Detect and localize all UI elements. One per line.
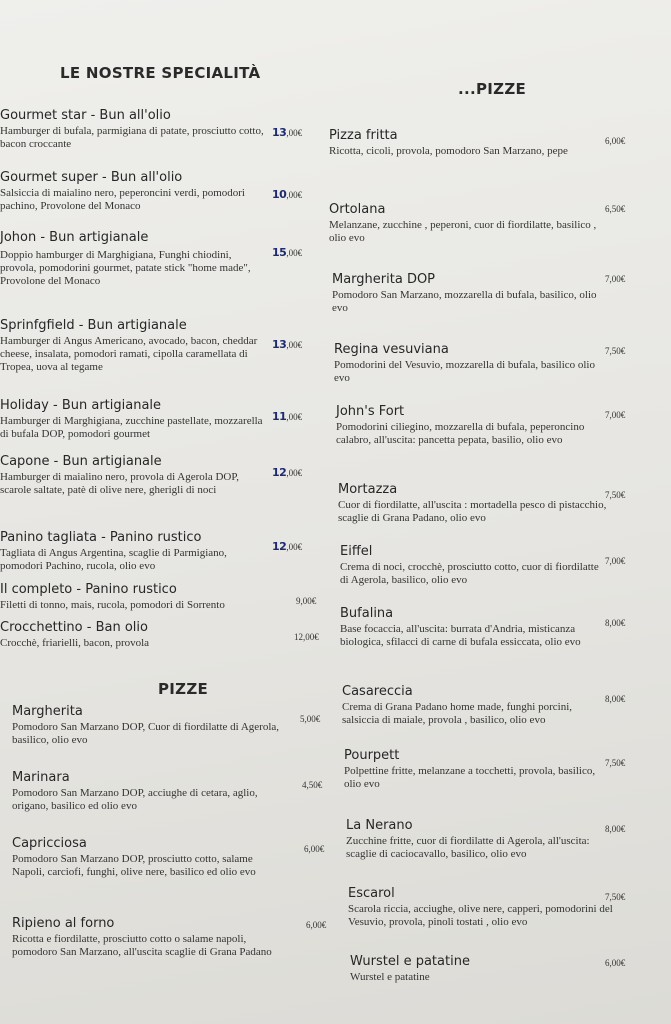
item-desc: Hamburger di Angus Americano, avocado, bacon, cheddar cheese, insalata, pomodori ramati, cipolla caramellata di Tropea, uova al tegame bbox=[0, 335, 258, 373]
item-desc: Doppio hamburger di Marghigiana, Funghi chiodini, provola, pomodorini gourmet, patate stick "home made", Provolone del Monaco bbox=[0, 249, 251, 287]
item-name: Il completo - Panino rustico bbox=[0, 582, 177, 597]
item-price: 8,00€ bbox=[605, 824, 626, 834]
item-desc: Pomodorini del Vesuvio, mozzarella di bufala, basilico olio evo bbox=[334, 359, 595, 384]
item-name: Sprinfgfield - Bun artigianale bbox=[0, 318, 187, 333]
item-name: Margherita DOP bbox=[332, 272, 436, 287]
item-price: 6,50€ bbox=[605, 204, 626, 214]
item-price bbox=[272, 126, 302, 139]
item-desc: Crema di Grana Padano home made, funghi porcini, salsiccia di maiale, provola , basilico, olio evo bbox=[342, 701, 573, 726]
menu-item bbox=[350, 954, 620, 984]
item-desc: Ricotta, cicoli, provola, pomodoro San Marzano, pepe bbox=[329, 145, 568, 157]
menu-item bbox=[12, 704, 282, 747]
item-name: Gourmet super - Bun all'olio bbox=[0, 170, 183, 185]
menu-item bbox=[0, 454, 270, 497]
menu-item bbox=[340, 544, 610, 587]
item-name: La Nerano bbox=[346, 818, 413, 833]
item-name: Regina vesuviana bbox=[334, 342, 449, 357]
item-desc: Hamburger di bufala, parmigiana di patate, prosciutto cotto, bacon croccante bbox=[0, 125, 264, 150]
printed-price: 9,00€ bbox=[296, 596, 317, 606]
item-price: 6,00€ bbox=[304, 844, 325, 854]
item-name: John's Fort bbox=[336, 404, 405, 419]
item-desc: Wurstel e patatine bbox=[350, 971, 430, 983]
printed-price: ,00€ bbox=[286, 542, 303, 552]
item-desc: Pomodoro San Marzano DOP, acciughe di cetara, aglio, origano, basilico ed olio evo bbox=[12, 787, 258, 812]
item-price bbox=[272, 338, 302, 351]
item-desc: Base focaccia, all'uscita: burrata d'Andria, misticanza biologica, sfilacci di carne di bufala essiccata, olio evo bbox=[340, 623, 581, 648]
menu-item bbox=[340, 606, 610, 649]
item-price bbox=[272, 466, 302, 479]
item-name: Pourpett bbox=[344, 748, 400, 763]
item-price: 7,00€ bbox=[605, 410, 626, 420]
item-price: 7,50€ bbox=[605, 758, 626, 768]
item-price: 5,00€ bbox=[300, 714, 321, 724]
menu-item bbox=[332, 272, 602, 315]
handwritten-price: 15 bbox=[272, 246, 287, 259]
menu-item bbox=[338, 482, 608, 525]
printed-price: ,00€ bbox=[286, 248, 303, 258]
handwritten-price: 11 bbox=[272, 410, 287, 423]
menu-item bbox=[12, 770, 282, 813]
item-price bbox=[272, 540, 302, 553]
menu-item bbox=[342, 684, 612, 727]
menu-item bbox=[344, 748, 614, 791]
item-desc: Hamburger di maialino nero, provola di Agerola DOP, scarole saltate, patè di olive nere, gherigli di noci bbox=[0, 471, 239, 496]
item-price bbox=[272, 188, 302, 201]
item-desc: Cuor di fiordilatte, all'uscita : mortadella pesco di pistacchio, scaglie di Grana Padano, olio evo bbox=[338, 499, 607, 524]
item-desc: Scarola riccia, acciughe, olive nere, capperi, pomodorini del Vesuvio, provola, pinoli tostati , olio evo bbox=[348, 903, 613, 928]
item-name: Casareccia bbox=[342, 684, 413, 699]
item-desc: Filetti di tonno, mais, rucola, pomodori di Sorrento bbox=[0, 599, 225, 611]
menu-item bbox=[0, 530, 270, 573]
printed-price: ,00€ bbox=[286, 468, 303, 478]
item-name: Capricciosa bbox=[12, 836, 87, 851]
item-desc: Polpettine fritte, melanzane a tocchetti, provola, basilico, olio evo bbox=[344, 765, 596, 790]
item-name: Crocchettino - Ban olio bbox=[0, 620, 148, 635]
handwritten-price: 13 bbox=[272, 338, 287, 351]
item-price bbox=[272, 410, 302, 423]
section-title-specialita: LE NOSTRE SPECIALITÀ bbox=[60, 64, 261, 82]
item-name: Pizza fritta bbox=[329, 128, 398, 143]
menu-item bbox=[0, 620, 270, 650]
menu-item bbox=[12, 916, 282, 959]
item-price: 6,00€ bbox=[306, 920, 327, 930]
item-price bbox=[294, 632, 319, 642]
item-name: Marinara bbox=[12, 770, 70, 785]
item-desc: Pomodorini ciliegino, mozzarella di bufala, peperoncino calabro, all'uscita: pancetta pepata, basilio, olio evo bbox=[336, 421, 585, 446]
item-name: Margherita bbox=[12, 704, 83, 719]
item-name: Holiday - Bun artigianale bbox=[0, 398, 162, 413]
item-name: Ripieno al forno bbox=[12, 916, 115, 931]
item-name: Johon - Bun artigianale bbox=[0, 230, 149, 245]
item-price: 8,00€ bbox=[605, 618, 626, 628]
printed-price: ,00€ bbox=[286, 412, 303, 422]
item-price bbox=[272, 246, 302, 259]
item-price: 4,50€ bbox=[302, 780, 323, 790]
menu-item bbox=[0, 108, 270, 151]
item-desc: Ricotta e fiordilatte, prosciutto cotto o salame napoli, pomodoro San Marzano, all'uscita scaglie di Grana Padano bbox=[12, 933, 272, 958]
item-name: Capone - Bun artigianale bbox=[0, 454, 162, 469]
menu-item bbox=[348, 886, 618, 929]
menu-item bbox=[329, 202, 599, 245]
printed-price: 12,00€ bbox=[294, 632, 319, 642]
section-title-pizze-cont: ...PIZZE bbox=[458, 80, 527, 98]
menu-item bbox=[336, 404, 606, 447]
printed-price: ,00€ bbox=[286, 340, 303, 350]
item-price: 6,00€ bbox=[605, 958, 626, 968]
item-price: 7,00€ bbox=[605, 274, 626, 284]
item-name: Escarol bbox=[348, 886, 395, 901]
menu-item bbox=[0, 398, 270, 441]
item-desc: Crocchè, friarielli, bacon, provola bbox=[0, 637, 150, 649]
handwritten-price: 13 bbox=[272, 126, 287, 139]
item-name: Wurstel e patatine bbox=[350, 954, 470, 969]
item-desc: Hamburger di Marghigiana, zucchine pastellate, mozzarella di bufala DOP, pomodori gourmet bbox=[0, 415, 263, 440]
menu-item bbox=[0, 582, 270, 612]
printed-price: ,00€ bbox=[286, 190, 303, 200]
item-desc: Pomodoro San Marzano DOP, Cuor di fiordilatte di Agerola, basilico, olio evo bbox=[12, 721, 280, 746]
item-desc: Melanzane, zucchine , peperoni, cuor di fiordilatte, basilico , olio evo bbox=[329, 219, 597, 244]
item-desc: Salsiccia di maialino nero, peperoncini verdi, pomodori pachino, Provolone del Monaco bbox=[0, 187, 245, 212]
item-desc: Pomodoro San Marzano, mozzarella di bufala, basilico, olio evo bbox=[332, 289, 597, 314]
item-desc: Pomodoro San Marzano DOP, prosciutto cotto, salame Napoli, carciofi, funghi, olive nere, basilico ed olio evo bbox=[12, 853, 256, 878]
menu-item bbox=[0, 318, 270, 374]
item-price: 7,00€ bbox=[605, 556, 626, 566]
item-name: Ortolana bbox=[329, 202, 386, 217]
handwritten-price: 12 bbox=[272, 466, 287, 479]
item-price: 7,50€ bbox=[605, 346, 626, 356]
item-price: 6,00€ bbox=[605, 136, 626, 146]
item-price: 7,50€ bbox=[605, 490, 626, 500]
menu-item bbox=[0, 170, 270, 213]
item-name: Eiffel bbox=[340, 544, 373, 559]
item-name: Panino tagliata - Panino rustico bbox=[0, 530, 202, 545]
printed-price: ,00€ bbox=[286, 128, 303, 138]
item-name: Gourmet star - Bun all'olio bbox=[0, 108, 171, 123]
item-name: Bufalina bbox=[340, 606, 394, 621]
item-name: Mortazza bbox=[338, 482, 398, 497]
handwritten-price: 12 bbox=[272, 540, 287, 553]
item-desc: Crema di noci, crocchè, prosciutto cotto, cuor di fiordilatte di Agerola, basilico, olio evo bbox=[340, 561, 599, 586]
item-price bbox=[296, 596, 316, 606]
item-desc: Tagliata di Angus Argentina, scaglie di Parmigiano, pomodori Pachino, rucola, olio evo bbox=[0, 547, 227, 572]
item-price: 7,50€ bbox=[605, 892, 626, 902]
item-price: 8,00€ bbox=[605, 694, 626, 704]
handwritten-price: 10 bbox=[272, 188, 287, 201]
menu-item bbox=[12, 836, 282, 879]
menu-item bbox=[334, 342, 604, 385]
item-desc: Zucchine fritte, cuor di fiordilatte di Agerola, all'uscita: scaglie di caciocavallo, basilico, olio evo bbox=[346, 835, 590, 860]
section-title-pizze: PIZZE bbox=[158, 680, 209, 698]
menu-item bbox=[346, 818, 616, 861]
menu-item bbox=[0, 230, 270, 288]
menu-item bbox=[329, 128, 599, 158]
